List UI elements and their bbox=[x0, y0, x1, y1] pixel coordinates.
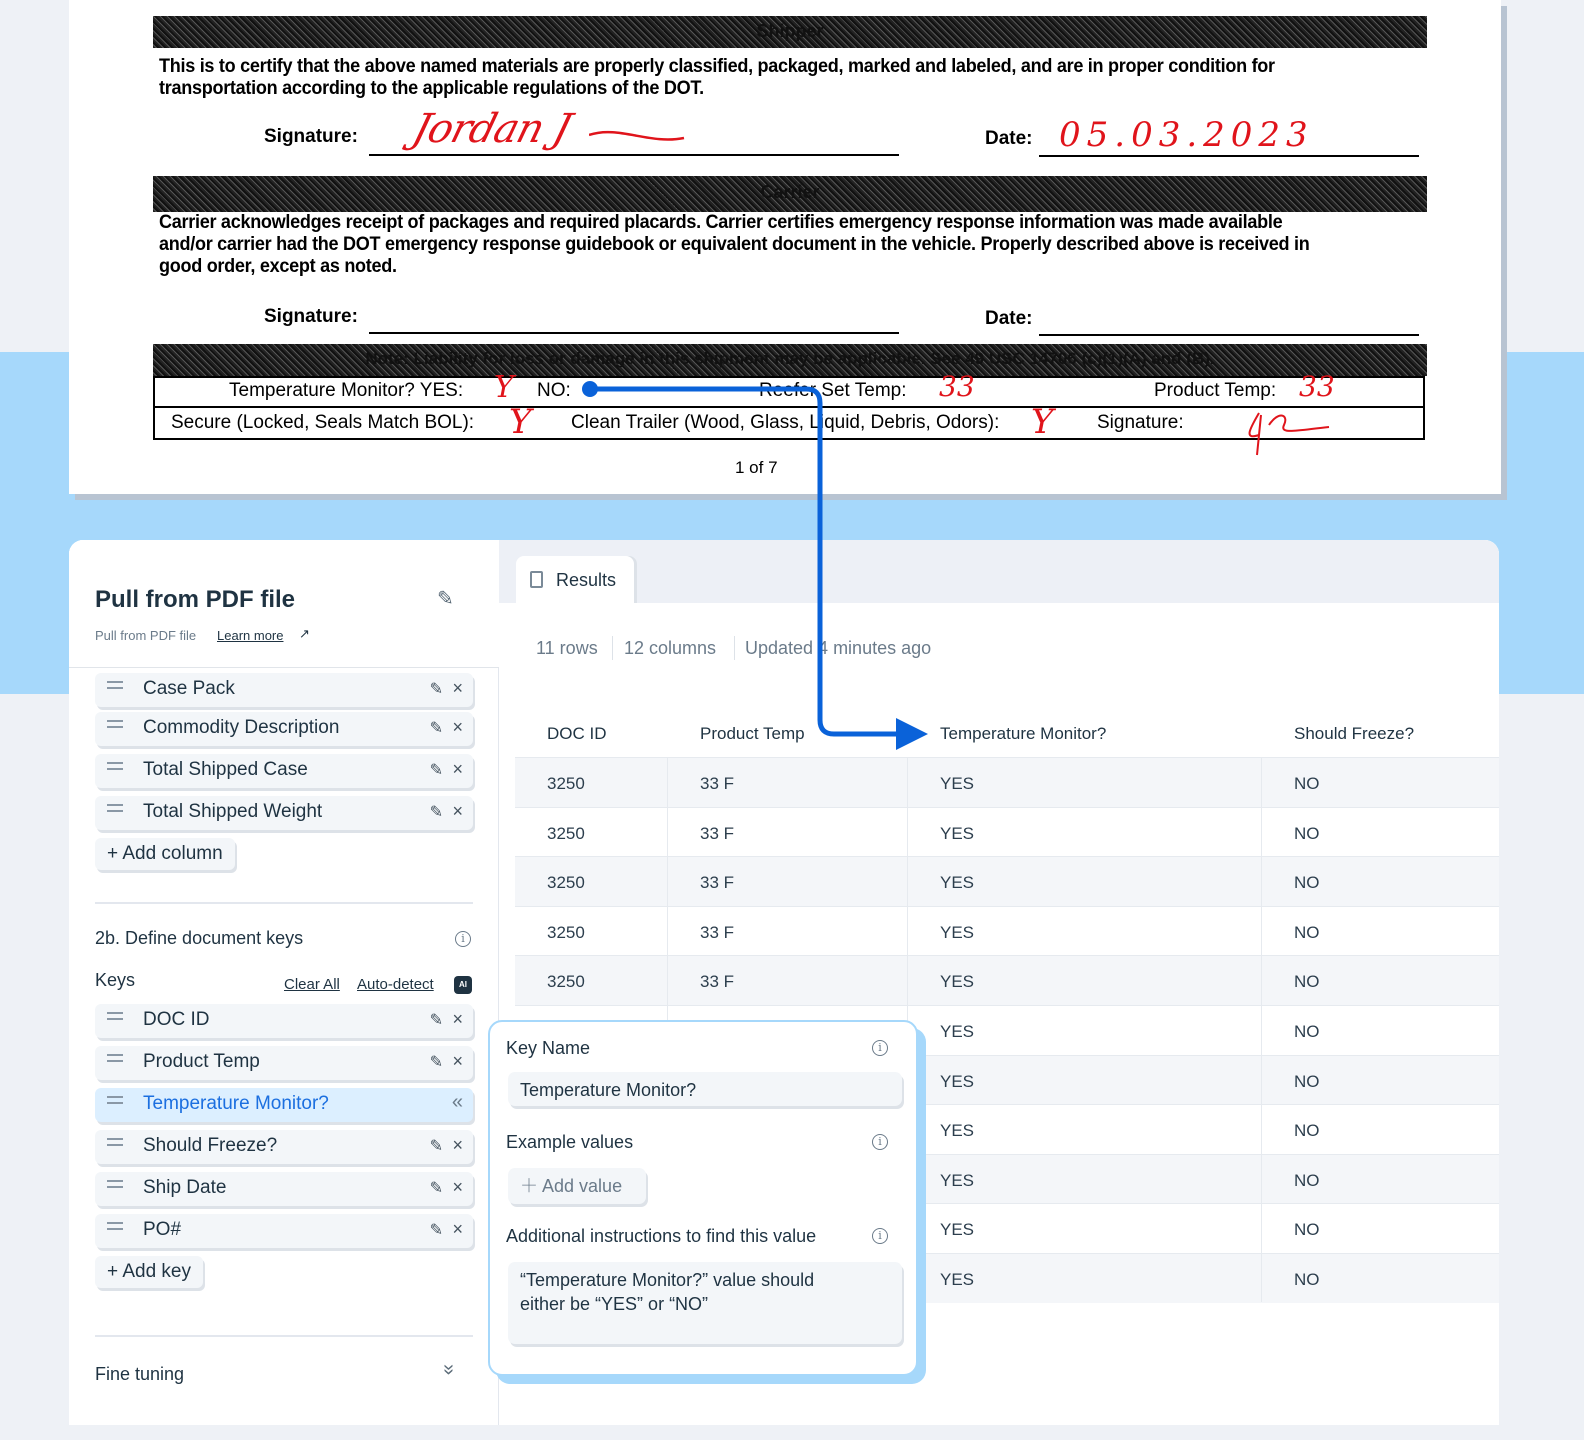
page-indicator: 1 of 7 bbox=[735, 458, 778, 477]
table-cell: YES bbox=[940, 922, 975, 942]
shipper-text-2: transportation according to the applicable regulations of the DOT. bbox=[159, 78, 704, 99]
table-cell: YES bbox=[940, 1071, 975, 1091]
table-cell: 3250 bbox=[547, 972, 585, 992]
pencil-icon[interactable]: ✎ bbox=[429, 1054, 443, 1071]
reefer-label: Reefer Set Temp: bbox=[759, 380, 907, 401]
table-cell: NO bbox=[1294, 823, 1320, 843]
no-label: NO: bbox=[537, 380, 571, 401]
info-icon[interactable]: i bbox=[872, 1228, 888, 1244]
table-cell: 3250 bbox=[547, 922, 585, 942]
columns-count: 12 columns bbox=[624, 638, 717, 658]
table-cell: NO bbox=[1294, 873, 1320, 893]
table-cell: YES bbox=[940, 1220, 975, 1240]
collapse-chevrons-icon[interactable]: « bbox=[451, 1091, 463, 1113]
clean-trailer-label: Clean Trailer (Wood, Glass, Liquid, Debris, Odors): bbox=[571, 412, 1000, 433]
table-cell: NO bbox=[1294, 774, 1320, 793]
pencil-icon[interactable]: ✎ bbox=[429, 804, 443, 821]
table-cell: 33 F bbox=[700, 873, 735, 893]
divider bbox=[95, 902, 473, 904]
secure-value: Y bbox=[509, 402, 532, 442]
drag-handle-icon[interactable] bbox=[107, 1222, 123, 1230]
column-item[interactable]: Case Pack ✎ × bbox=[95, 673, 473, 707]
table-cell: NO bbox=[1294, 1270, 1320, 1289]
drag-handle-icon[interactable] bbox=[107, 1012, 123, 1020]
fine-tuning-toggle[interactable]: Fine tuning bbox=[95, 1364, 185, 1384]
ai-chip-icon: AI bbox=[454, 976, 472, 994]
column-item[interactable]: Total Shipped Weight ✎ × bbox=[95, 796, 473, 830]
key-editor-popover bbox=[488, 1020, 918, 1376]
tab-results[interactable]: Results bbox=[516, 556, 634, 603]
drag-handle-icon[interactable] bbox=[107, 1138, 123, 1146]
shipper-signature: Jordan J bbox=[407, 106, 576, 152]
carrier-signature-label: Signature: bbox=[264, 306, 358, 327]
temp-monitor-yes-mark: Y bbox=[494, 370, 514, 405]
edit-title-pencil-icon[interactable]: ✎ bbox=[437, 588, 454, 610]
left-config-panel bbox=[69, 540, 499, 1425]
close-icon[interactable]: × bbox=[452, 1177, 463, 1197]
signature-flourish bbox=[589, 120, 689, 150]
panel-header bbox=[69, 540, 499, 668]
table-cell: YES bbox=[940, 1170, 975, 1190]
column-item[interactable]: Commodity Description ✎ × bbox=[95, 712, 473, 746]
key-item[interactable]: Should Freeze? ✎ × bbox=[95, 1130, 473, 1164]
secure-label: Secure (Locked, Seals Match BOL): bbox=[171, 412, 475, 433]
close-icon[interactable]: × bbox=[452, 801, 463, 821]
tab-bar bbox=[499, 540, 1499, 603]
drag-handle-icon[interactable] bbox=[107, 720, 123, 728]
table-cell: YES bbox=[940, 823, 975, 843]
close-icon[interactable]: × bbox=[452, 678, 463, 698]
table-cell: 3250 bbox=[547, 823, 585, 843]
drag-handle-icon[interactable] bbox=[107, 804, 123, 812]
table-row[interactable] bbox=[515, 955, 1499, 1005]
table-cell: YES bbox=[940, 774, 975, 793]
table-cell: NO bbox=[1294, 1121, 1320, 1141]
drag-handle-icon[interactable] bbox=[107, 1054, 123, 1062]
info-icon[interactable]: i bbox=[872, 1134, 888, 1150]
key-item[interactable]: DOC ID ✎ × bbox=[95, 1004, 473, 1038]
product-temp-value: 33 bbox=[1299, 370, 1335, 403]
table-cell: NO bbox=[1294, 922, 1320, 942]
table-cell: 33 F bbox=[700, 922, 735, 942]
signature2-label: Signature: bbox=[1097, 412, 1184, 433]
table-row[interactable] bbox=[515, 757, 1499, 807]
table-cell: 3250 bbox=[547, 774, 585, 793]
pencil-icon[interactable]: ✎ bbox=[429, 681, 443, 698]
key-item[interactable]: PO# ✎ × bbox=[95, 1214, 473, 1248]
table-cell: NO bbox=[1294, 1170, 1320, 1190]
carrier-text-3: good order, except as noted. bbox=[159, 256, 397, 277]
rows-count: 11 rows bbox=[536, 638, 598, 658]
table-row[interactable] bbox=[515, 906, 1499, 956]
reefer-value: 33 bbox=[939, 370, 975, 403]
liability-note: Note: Liability for loss or damage in this shipment may be applicable. See 49 USC 14706 (c)(1)(A) and (B). bbox=[153, 344, 1427, 376]
table-row[interactable] bbox=[515, 856, 1499, 906]
instructions-textarea[interactable]: “Temperature Monitor?” value should either be “YES” or “NO” bbox=[508, 1262, 902, 1344]
calculator-icon bbox=[530, 571, 543, 588]
table-cell: YES bbox=[940, 1270, 975, 1289]
column-header-temperature-monitor[interactable]: Temperature Monitor? bbox=[940, 724, 1107, 743]
drag-handle-icon[interactable] bbox=[107, 762, 123, 770]
expand-chevrons-icon[interactable]: » bbox=[438, 1363, 461, 1376]
external-link-icon: ↗ bbox=[299, 626, 310, 641]
add-column-button[interactable]: + Add column bbox=[95, 838, 235, 870]
column-header-doc-id[interactable]: DOC ID bbox=[547, 724, 607, 743]
date-label: Date: bbox=[985, 128, 1033, 149]
shipper-text-1: This is to certify that the above named materials are properly classified, packaged, marked and labeled, and are in proper condition for bbox=[159, 56, 1275, 77]
drag-handle-icon[interactable] bbox=[107, 1180, 123, 1188]
table-cell: NO bbox=[1294, 972, 1320, 992]
page-subtitle: Pull from PDF file bbox=[95, 628, 197, 643]
table-cell: 33 F bbox=[700, 823, 735, 843]
carrier-text-1: Carrier acknowledges receipt of packages and required placards. Carrier certifies emergency response information was made available bbox=[159, 212, 1283, 233]
table-cell: YES bbox=[940, 1121, 975, 1141]
divider bbox=[95, 1335, 473, 1337]
table-cell: YES bbox=[940, 1022, 975, 1041]
pdf-document-preview bbox=[69, 0, 1501, 494]
updated-time: Updated 4 minutes ago bbox=[745, 638, 932, 658]
plus-icon: ＋ bbox=[520, 1176, 543, 1196]
clean-trailer-value: Y bbox=[1031, 402, 1054, 442]
info-icon[interactable]: i bbox=[872, 1040, 888, 1056]
page-title: Pull from PDF file bbox=[95, 586, 296, 613]
pencil-icon[interactable]: ✎ bbox=[429, 1222, 443, 1239]
key-item[interactable]: Product Temp ✎ × bbox=[95, 1046, 473, 1080]
column-divider bbox=[1261, 757, 1262, 1302]
keys-section-heading: 2b. Define document keys bbox=[95, 928, 304, 948]
table-cell: 33 F bbox=[700, 972, 735, 992]
learn-more-link[interactable]: Learn more bbox=[217, 628, 284, 643]
pencil-icon[interactable]: ✎ bbox=[429, 1012, 443, 1029]
key-item[interactable]: Ship Date ✎ × bbox=[95, 1172, 473, 1206]
keys-label: Keys bbox=[95, 970, 136, 990]
shipper-header: Shipper bbox=[153, 16, 1427, 48]
signature-label: Signature: bbox=[264, 126, 358, 147]
close-icon[interactable]: × bbox=[452, 1135, 463, 1155]
key-name-label: Key Name bbox=[506, 1038, 591, 1058]
drag-handle-icon[interactable] bbox=[107, 681, 123, 689]
table-cell: YES bbox=[940, 873, 975, 893]
column-header-should-freeze[interactable]: Should Freeze? bbox=[1294, 724, 1415, 743]
carrier-date-label: Date: bbox=[985, 308, 1033, 329]
table-cell: NO bbox=[1294, 1071, 1320, 1091]
auto-detect-link[interactable]: Auto-detect bbox=[357, 976, 434, 993]
instructions-label: Additional instructions to find this value bbox=[506, 1226, 817, 1246]
key-name-input[interactable]: Temperature Monitor? bbox=[508, 1072, 902, 1106]
table-row[interactable] bbox=[515, 807, 1499, 857]
info-icon[interactable]: i bbox=[455, 931, 471, 947]
table-cell: 3250 bbox=[547, 873, 585, 893]
temp-monitor-label: Temperature Monitor? YES: bbox=[229, 380, 464, 401]
carrier-text-2: and/or carrier had the DOT emergency response guidebook or equivalent document in the vehicle. Properly described above is received in bbox=[159, 234, 1310, 255]
table-cell: NO bbox=[1294, 1022, 1320, 1041]
add-value-button[interactable]: ＋ Add value bbox=[508, 1168, 646, 1204]
example-values-label: Example values bbox=[506, 1132, 634, 1152]
carrier-signature bbox=[1239, 405, 1339, 460]
column-header-product-temp[interactable]: Product Temp bbox=[700, 724, 805, 743]
pencil-icon[interactable]: ✎ bbox=[429, 720, 443, 737]
table-cell: YES bbox=[940, 972, 975, 992]
column-item[interactable]: Total Shipped Case ✎ × bbox=[95, 754, 473, 788]
pencil-icon[interactable]: ✎ bbox=[429, 762, 443, 779]
product-temp-label: Product Temp: bbox=[1154, 380, 1277, 401]
drag-handle-icon[interactable] bbox=[107, 1096, 123, 1104]
shipper-date: 05.03.2023 bbox=[1059, 115, 1314, 155]
clear-all-link[interactable]: Clear All bbox=[284, 976, 340, 993]
table-cell: NO bbox=[1294, 1220, 1320, 1240]
table-cell: 33 F bbox=[700, 774, 735, 793]
key-item-selected[interactable]: Temperature Monitor? « bbox=[95, 1088, 473, 1122]
close-icon[interactable]: × bbox=[452, 717, 463, 737]
close-icon[interactable]: × bbox=[452, 1219, 463, 1239]
pencil-icon[interactable]: ✎ bbox=[429, 1180, 443, 1197]
carrier-header: Carrier bbox=[153, 176, 1427, 212]
close-icon[interactable]: × bbox=[452, 1051, 463, 1071]
add-key-button[interactable]: + Add key bbox=[95, 1256, 203, 1288]
pencil-icon[interactable]: ✎ bbox=[429, 1138, 443, 1155]
close-icon[interactable]: × bbox=[452, 759, 463, 779]
close-icon[interactable]: × bbox=[452, 1009, 463, 1029]
